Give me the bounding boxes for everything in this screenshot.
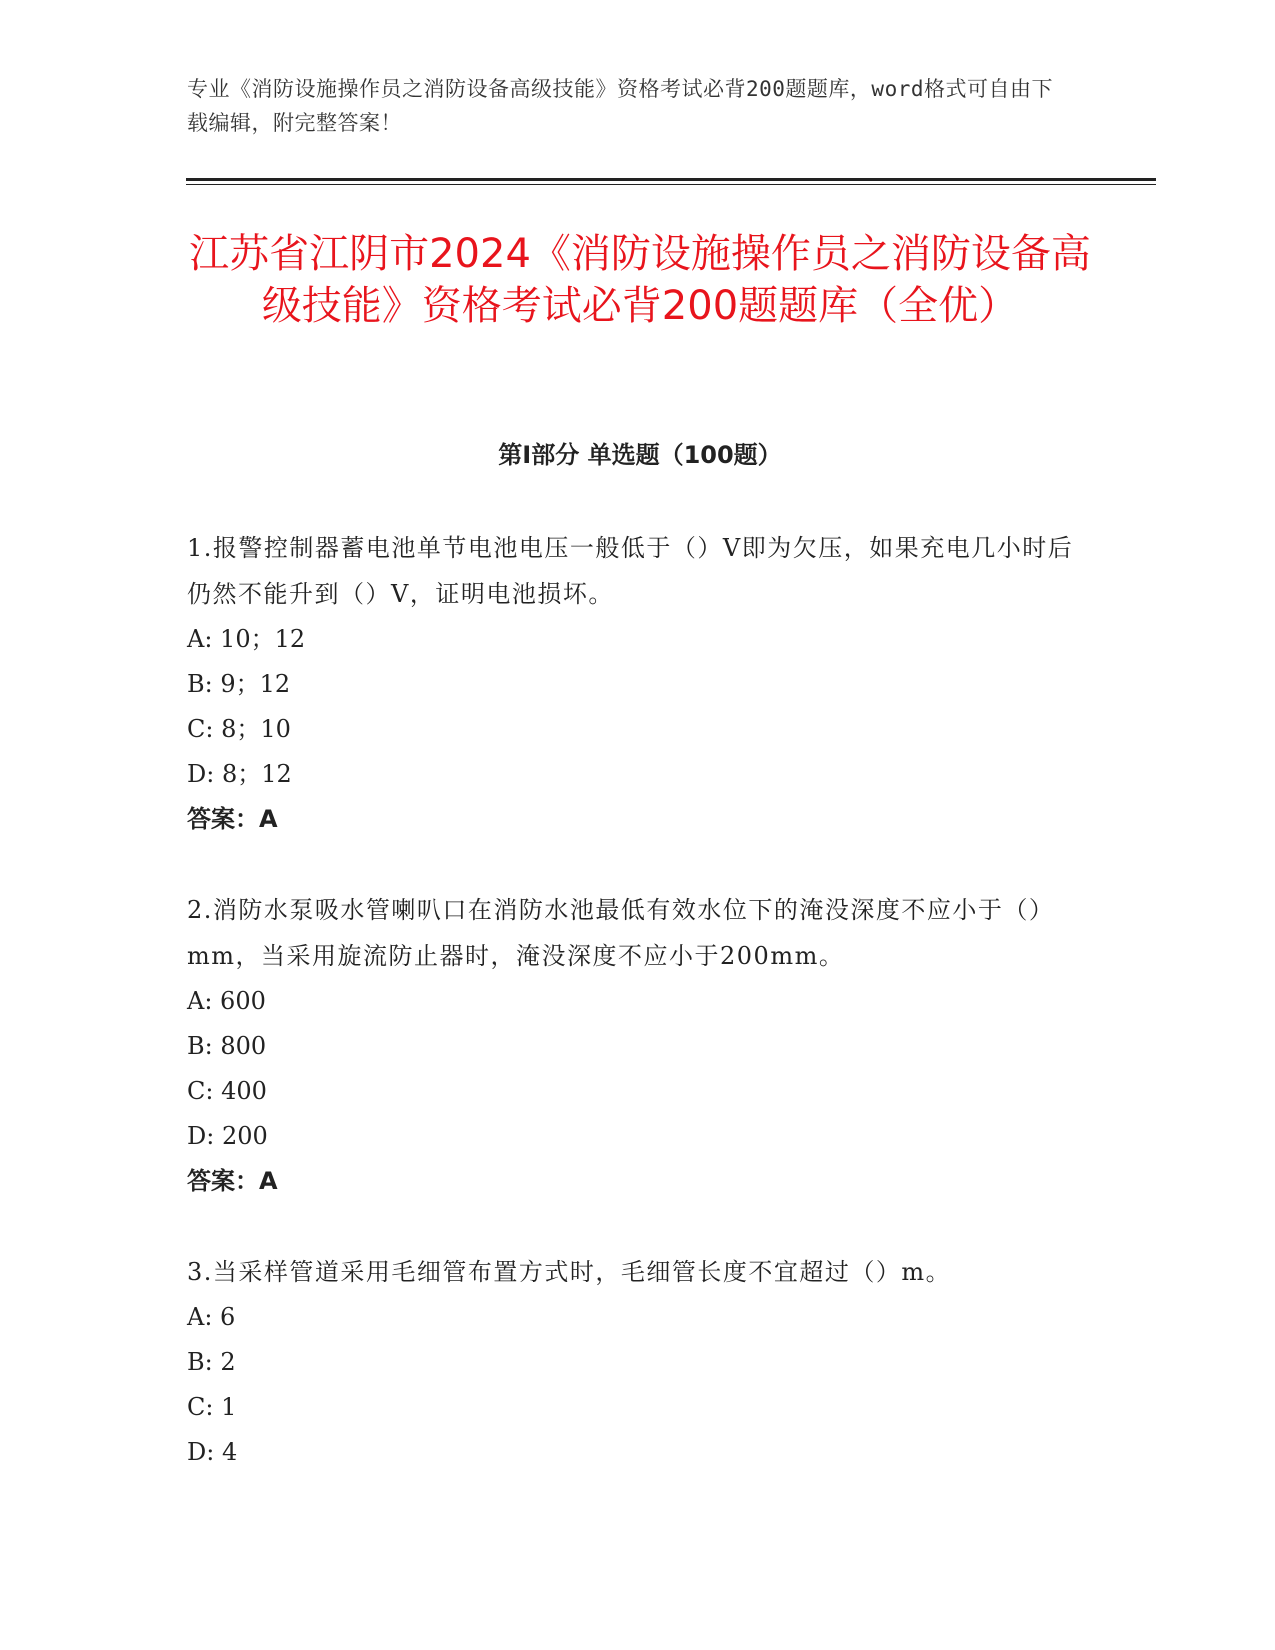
option-b: B: 2 [187, 1348, 236, 1376]
header-note: 专业《消防设施操作员之消防设备高级技能》资格考试必背200题题库，word格式可自由下载编辑，附完整答案！ [187, 77, 1053, 135]
question-3 [187, 1249, 1087, 1475]
question-stem: 3.当采样管道采用毛细管布置方式时，毛细管长度不宜超过（）m。 [187, 1258, 952, 1286]
option-b: B: 800 [187, 1032, 267, 1060]
answer: 答案：A [187, 805, 278, 833]
header-rule-thin [186, 184, 1156, 185]
option-c: C: 1 [187, 1393, 237, 1421]
answer: 答案：A [187, 1167, 278, 1195]
document-title: 江苏省江阴市2024《消防设施操作员之消防设备高级技能》资格考试必背200题题库（全优） [189, 231, 1091, 329]
question-stem: 1.报警控制器蓄电池单节电池电压一般低于（）V即为欠压，如果充电几小时后仍然不能升到（）V，证明电池损坏。 [187, 534, 1074, 608]
question-stem: 2.消防水泵吸水管喇叭口在消防水池最低有效水位下的淹没深度不应小于（）mm，当采用旋流防止器时，淹没深度不应小于200mm。 [187, 896, 1055, 970]
option-d: D: 4 [187, 1438, 238, 1466]
option-a: A: 10；12 [187, 625, 306, 653]
section-title: 第I部分 单选题（100题） [498, 441, 782, 469]
option-d: D: 8；12 [187, 760, 292, 788]
option-a: A: 6 [187, 1303, 236, 1331]
option-d: D: 200 [187, 1122, 268, 1150]
option-c: C: 400 [187, 1077, 267, 1105]
option-c: C: 8；10 [187, 715, 291, 743]
question-2 [187, 887, 1087, 1204]
option-b: B: 9；12 [187, 670, 291, 698]
option-a: A: 600 [187, 987, 266, 1015]
header-rule-thick [186, 178, 1156, 181]
question-1 [187, 525, 1087, 842]
